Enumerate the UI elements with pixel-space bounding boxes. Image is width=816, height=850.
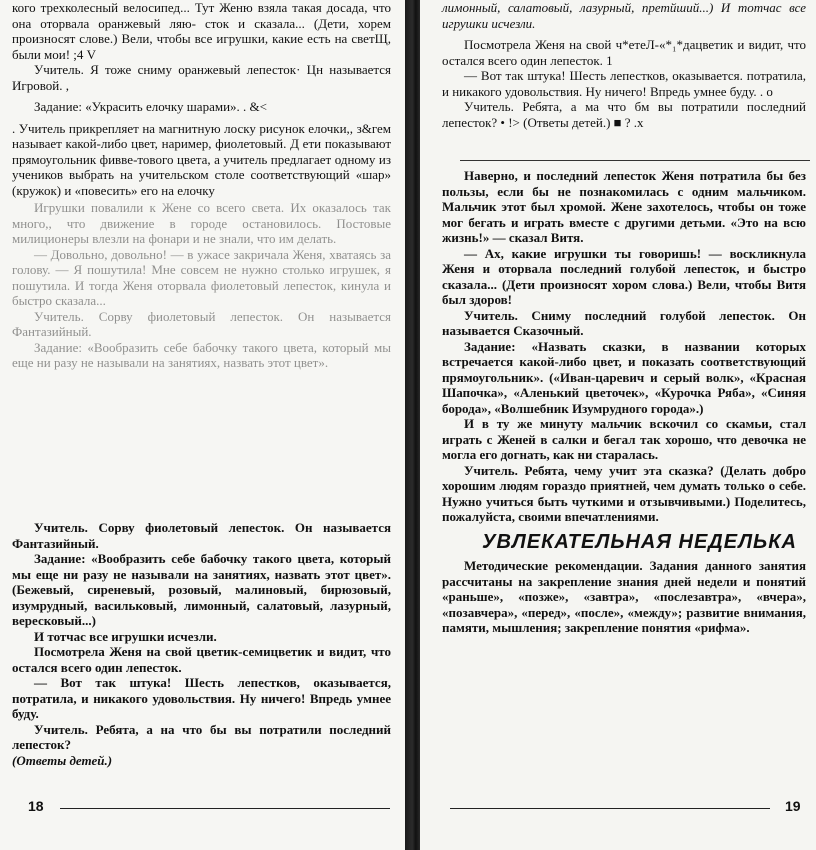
paragraph: — Вот так штука! Шесть лепестков, оказывается. потратила, и никакого удовольствия. Ну ничего! Впредь умнее буду. . о [442,68,806,99]
paragraph: (Ответы детей.) [12,752,113,768]
paragraph: — Вот так штука! Шесть лепестков, оказывается, потратила, и никакого удовольствия. Ну ничего! Впредь умнее буду. [12,675,391,721]
footer-rule [60,808,390,809]
left-printed-text [0,520,405,768]
paragraph: Учитель. Сорву фиолетовый лепесток. Он называется Фантазийный. [12,308,391,339]
paragraph: Наверно, и последний лепесток Женя потратила бы без пользы, если бы не познакомилась с одним мальчиком. Мальчик этот был хромой. Жене захотелось, чтобы он тоже мог бегать и играть вместе с другими детьми. «Это на всю жизнь!» — сказал Витя. [442,168,806,245]
paragraph: Учитель. Сниму последний голубой лепесток. Он называется Сказочный. [442,307,806,338]
footer-rule [450,808,770,809]
paragraph: Методические рекомендации. Задания данного занятия рассчитаны на закрепление знания дней недели и понятий «раньше», «позже», «завтра», «послезавтра», «вчера», «позавчера», «перед», «после», «между»; развитие внимания, памяти, мышления; закрепление понятия «рифма». [442,558,806,635]
paragraph: Учитель. Ребята, чему учит эта сказка? (Делать добро хорошим людям гораздо приятней, чем думать только о себе. Нужно учиться быть чуткими и отзывчивыми.) Поделитесь, пожалуйста, своими впечатлениями. [442,462,806,524]
right-printed-text [420,168,816,636]
paragraph: И в ту же минуту мальчик вскочил со скамьи, стал играть с Женей в салки и бегал так хорошо, что девочка не могла его догнать, как ни старалась. [442,416,806,462]
section-title: УВЛЕКАТЕЛЬНАЯ НЕДЕЛЬКА [482,530,797,553]
right-page [420,0,816,850]
page-number: 19 [785,798,801,814]
paragraph: кого трехколесный велосипед... Тут Женю взяла такая досада, что она оторвала оранжевый ляю- сток и сказала... (Дети, хорем произносят слове.) Вели, чтобы все игрушки, какие есть на светЩ, были мои! ;4 V [12,0,391,62]
paragraph: Посмотрела Женя на свой цветик-семицветик и видит, что остался всего один лепесток. [12,644,391,675]
paragraph: Учитель. Ребята, а ма что бм вы потратили последний лепесток? • !> (Ответы детей.) ■ ? .х [442,99,806,130]
paragraph: Учитель. Ребята, а на что бы вы потратили последний лепесток? [12,721,391,752]
paragraph: . Учитель прикрепляет на магнитную лоску рисунок елочки,, з&гем называет какой-либо цвет, наример, фиолетовый. Д ети показывают прямоугольник фиввe-тового цвета, а учитель предлагает одному из учеников выбрать на учительском столе соответствующий «шар» (кружок) и «повесить» его на елочку [12,120,391,198]
paragraph: Учитель. Я тоже сниму оранжевый лепесток· Цн называется Игровой. , [12,62,391,93]
left-ocr-overlay [0,200,405,530]
paragraph: лимонный, салатовый, лазурный, претйший...) И тотчас все игрушки исчезли. [442,0,806,31]
paragraph: Задание: «Вообразить себе бабочку такого цвета, который мы еще ни разу не называли на занятиях, назвать этот цвет». (Бежевый, сиреневый, розовый, малиновый, бирюзовый, изумрудный, васильковый, лимонный, салатовый, лазурный, вересковый...) [12,551,391,628]
left-page [0,0,405,850]
right-ocr-text [420,0,816,130]
paragraph: — Довольно, довольно! — в ужасе закричала Женя, хватаясь за голову. — Я пошутила! Мне совсем не нужно столько игрушек, я пошутила. И тогда Женя оторвала фиолетовый лепесток, кинула и быстро сказала... [12,246,391,308]
paragraph: Игрушки повалили к Жене со всего света. Их оказалось так много,, что движение в городе остановилось. Постовые милиционеры влезли на фонари и не знали, что им делать. [12,200,391,246]
paragraph: Учитель. Сорву фиолетовый лепесток. Он называется Фантазийный. [12,520,391,551]
paragraph: — Ах, какие игрушки ты говоришь! — воскликнула Женя и оторвала последний голубой лепесток, и быстро сказала... (Дети произносят хором слова.) Вели, чтобы Витя был здоров! [442,245,806,307]
section-divider [460,160,810,161]
paragraph: Задание: «Украсить елочку шарами». . &< [34,99,267,114]
paragraph: Посмотрела Женя на свой ч*етеЛ-«*₁*дацветик и видит, что остался всего один лепесток. 1 [442,37,806,68]
paragraph: Задание: «Вообразить себе бабочку такого цвета, который мы еще ни разу не называли на занятиях, назвать этот цвет». [12,339,391,370]
paragraph: И тотчас все игрушки исчезли. [34,628,217,644]
paragraph: Задание: «Назвать сказки, в названии которых встречается какой-либо цвет, и показать соответствующий прямоугольник». («Иван-царевич и серый волк», «Красная Шапочка», «Аленький цветочек», «Курочка Ряба», «Синяя борода», «Волшебник Изумрудного города».) [442,338,806,416]
page-number: 18 [28,798,44,814]
